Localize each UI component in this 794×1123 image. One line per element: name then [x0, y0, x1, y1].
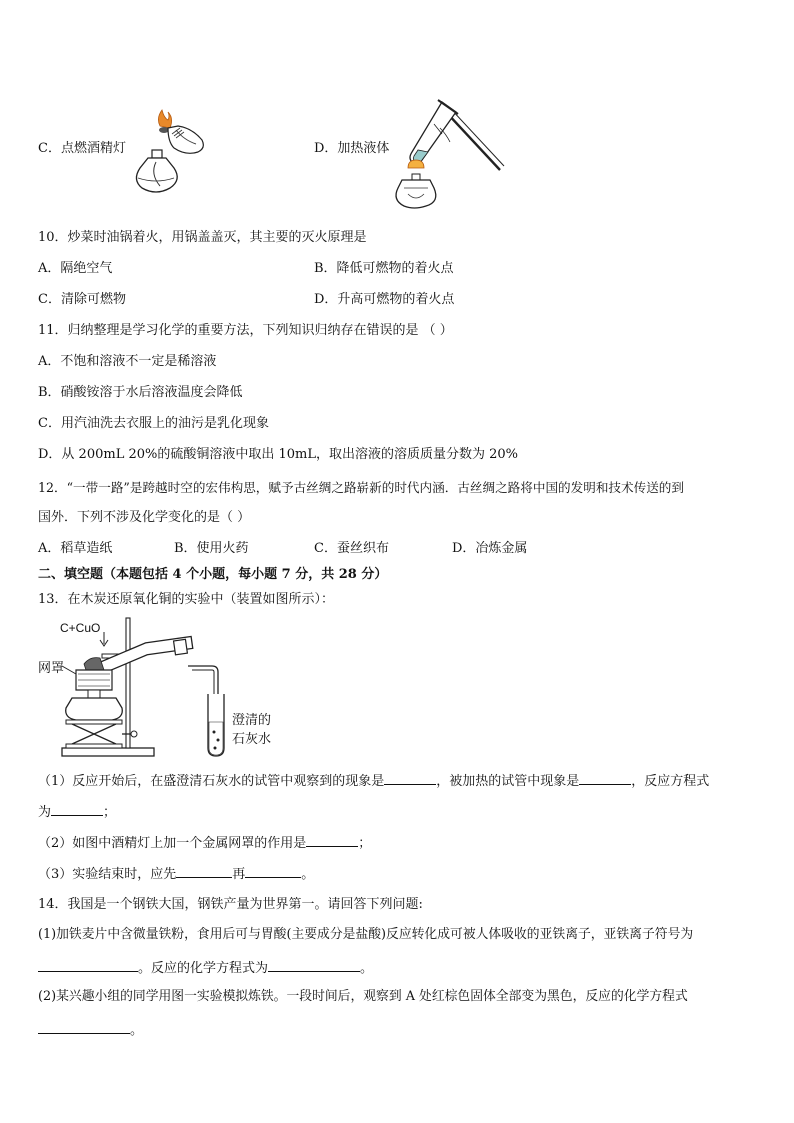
q13-p1-text-e: ； — [103, 805, 117, 820]
q13-p2-text-a: （2）如图中酒精灯上加一个金属网罩的作用是 — [38, 836, 307, 851]
q14-p2-text-b: 。 — [130, 1023, 144, 1038]
q12-option-a: A．稻草造纸 — [38, 541, 113, 556]
q10-option-d: D．升高可燃物的着火点 — [314, 292, 455, 307]
label-limewater-2: 石灰水 — [232, 731, 272, 746]
q12-stem-line2: 国外．下列不涉及化学变化的是（ ） — [38, 510, 251, 525]
q14-part1-line1: (1)加铁麦片中含微量铁粉，食用后可与胃酸(主要成分是盐酸)反应转化成可被人体吸收的亚铁离子，亚铁离子符号为 — [38, 927, 694, 942]
lighting-alcohol-lamp-figure — [128, 106, 220, 198]
q13-part1-line2 — [38, 801, 116, 822]
q14-p1-text-c: 。 — [360, 961, 374, 976]
q13-p1-text-b: ，被加热的试管中现象是 — [436, 774, 580, 789]
carbon-reduction-apparatus-figure — [36, 614, 286, 760]
q14-part2-line2 — [38, 1019, 143, 1040]
q13-part1-line1 — [38, 770, 709, 791]
q14-part2-line1: (2)某兴趣小组的同学用图一实验模拟炼铁。一段时间后，观察到 A 处红棕色固体全部变为黑色，反应的化学方程式 — [38, 989, 688, 1004]
q14-part1-line2 — [38, 957, 373, 978]
q13-p3-text-b: 再 — [232, 867, 246, 882]
q13-part2 — [38, 832, 371, 853]
q12-option-c: C．蚕丝织布 — [314, 541, 389, 556]
answer-blank[interactable] — [51, 801, 103, 816]
answer-blank[interactable] — [384, 770, 436, 785]
q13-stem: 13．在木炭还原氧化铜的实验中（装置如图所示）： — [38, 592, 335, 607]
q10-option-c: C．清除可燃物 — [38, 292, 126, 307]
option-c-light-lamp: C．点燃酒精灯 — [38, 141, 126, 156]
answer-blank[interactable] — [176, 863, 232, 878]
q13-p1-text-a: （1）反应开始后，在盛澄清石灰水的试管中观察到的现象是 — [38, 774, 385, 789]
q12-option-d: D．冶炼金属 — [452, 541, 528, 556]
label-gauze: 网罩 — [38, 660, 65, 675]
q13-p1-text-c: ，反应方程式 — [631, 774, 710, 789]
q13-p2-text-b: ； — [358, 836, 372, 851]
q13-p3-text-a: （3）实验结束时，应先 — [38, 867, 177, 882]
q11-option-c: C．用汽油洗去衣服上的油污是乳化现象 — [38, 416, 269, 431]
q10-option-a: A．隔绝空气 — [38, 261, 113, 276]
q13-p3-text-c: 。 — [301, 867, 315, 882]
q11-option-b: B．硝酸铵溶于水后溶液温度会降低 — [38, 385, 243, 400]
q12-stem-line1: 12．“一带一路”是跨越时空的宏伟构思，赋予古丝绸之路崭新的时代内涵．古丝绸之路将中国的发明和技术传送的到 — [38, 480, 684, 495]
q11-stem: 11．归纳整理是学习化学的重要方法，下列知识归纳存在错误的是 （ ） — [38, 323, 453, 338]
q13-p1-text-d: 为 — [38, 805, 52, 820]
answer-blank[interactable] — [245, 863, 301, 878]
q10-option-b: B．降低可燃物的着火点 — [314, 261, 454, 276]
section-heading-fill-in: 二、填空题（本题包括 4 个小题，每小题 7 分，共 28 分） — [38, 567, 388, 582]
q10-stem: 10．炒菜时油锅着火，用锅盖盖灭，其主要的灭火原理是 — [38, 230, 367, 245]
option-d-heat-liquid: D．加热液体 — [314, 141, 390, 156]
label-limewater-1: 澄清的 — [232, 712, 272, 727]
q11-option-d: D．从 200mL 20%的硫酸铜溶液中取出 10mL，取出溶液的溶质质量分数为 20% — [38, 447, 519, 462]
q11-option-a: A．不饱和溶液不一定是稀溶液 — [38, 354, 217, 369]
answer-blank[interactable] — [579, 770, 631, 785]
q12-option-b: B．使用火药 — [174, 541, 249, 556]
answer-blank[interactable] — [268, 957, 360, 972]
q14-stem: 14．我国是一个钢铁大国，钢铁产量为世界第一。请回答下列问题: — [38, 897, 423, 912]
answer-blank[interactable] — [306, 832, 358, 847]
heating-liquid-figure — [394, 98, 506, 212]
answer-blank[interactable] — [38, 1019, 130, 1034]
q14-p1-text-b: 。反应的化学方程式为 — [138, 961, 269, 976]
q13-part3 — [38, 863, 314, 884]
answer-blank[interactable] — [38, 957, 138, 972]
label-reactant: C+CuO — [60, 621, 101, 635]
